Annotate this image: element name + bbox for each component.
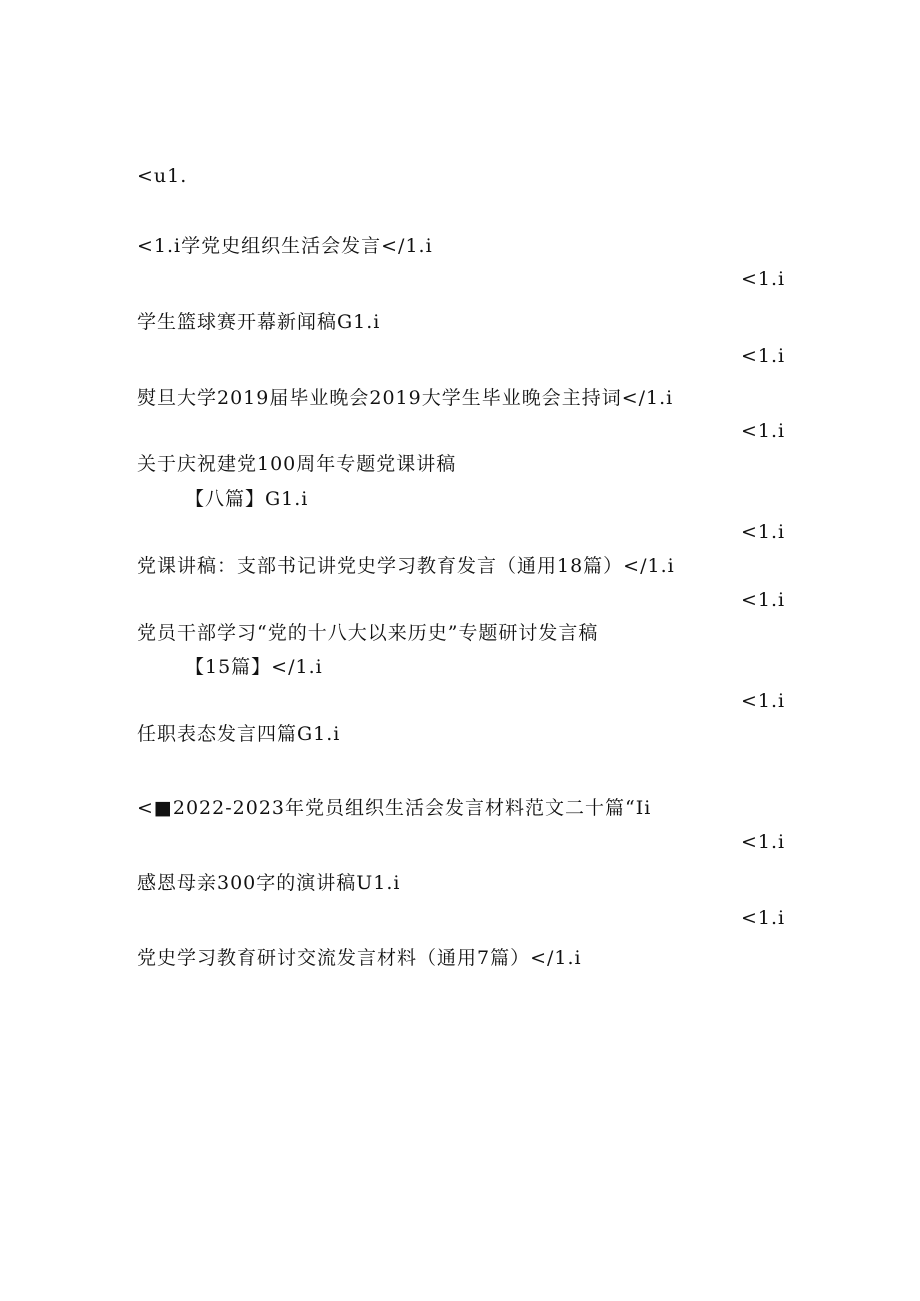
toc-page-ref-2: <1.i [741, 345, 786, 367]
toc-entry-2: 学生篮球赛开幕新闻稿G1.i [137, 311, 381, 333]
toc-entry-10: 党史学习教育研讨交流发言材料（通用7篇）</1.i [137, 947, 582, 969]
toc-page-ref-8: <1.i [741, 831, 786, 853]
toc-heading: <u1. [137, 165, 188, 187]
toc-entry-4-line2: 【八篇】G1.i [185, 488, 309, 510]
toc-page-ref-6: <1.i [741, 690, 786, 712]
toc-entry-6-line1: 党员干部学习“党的十八大以来历史”专题研讨发言稿 [137, 622, 599, 644]
toc-entry-5: 党课讲稿：支部书记讲党史学习教育发言（通用18篇）</1.i [137, 555, 675, 577]
toc-entry-1: <1.i学党史组织生活会发言</1.i [137, 235, 433, 257]
toc-entry-7: 任职表态发言四篇G1.i [137, 723, 341, 745]
toc-page-ref-3: <1.i [741, 420, 786, 442]
toc-entry-8: <■2022-2023年党员组织生活会发言材料范文二十篇“Ii [137, 797, 652, 819]
toc-entry-4-line1: 关于庆祝建党100周年专题党课讲稿 [137, 453, 457, 475]
toc-entry-6-line2: 【15篇】</1.i [185, 656, 323, 678]
toc-page-ref-4: <1.i [741, 521, 786, 543]
toc-page-ref-1: <1.i [741, 268, 786, 290]
toc-entry-3: 熨旦大学2019届毕业晚会2019大学生毕业晚会主持词</1.i [137, 387, 674, 409]
toc-entry-9: 感恩母亲300字的演讲稿U1.i [137, 872, 401, 894]
toc-page-ref-5: <1.i [741, 589, 786, 611]
toc-page-ref-9: <1.i [741, 907, 786, 929]
